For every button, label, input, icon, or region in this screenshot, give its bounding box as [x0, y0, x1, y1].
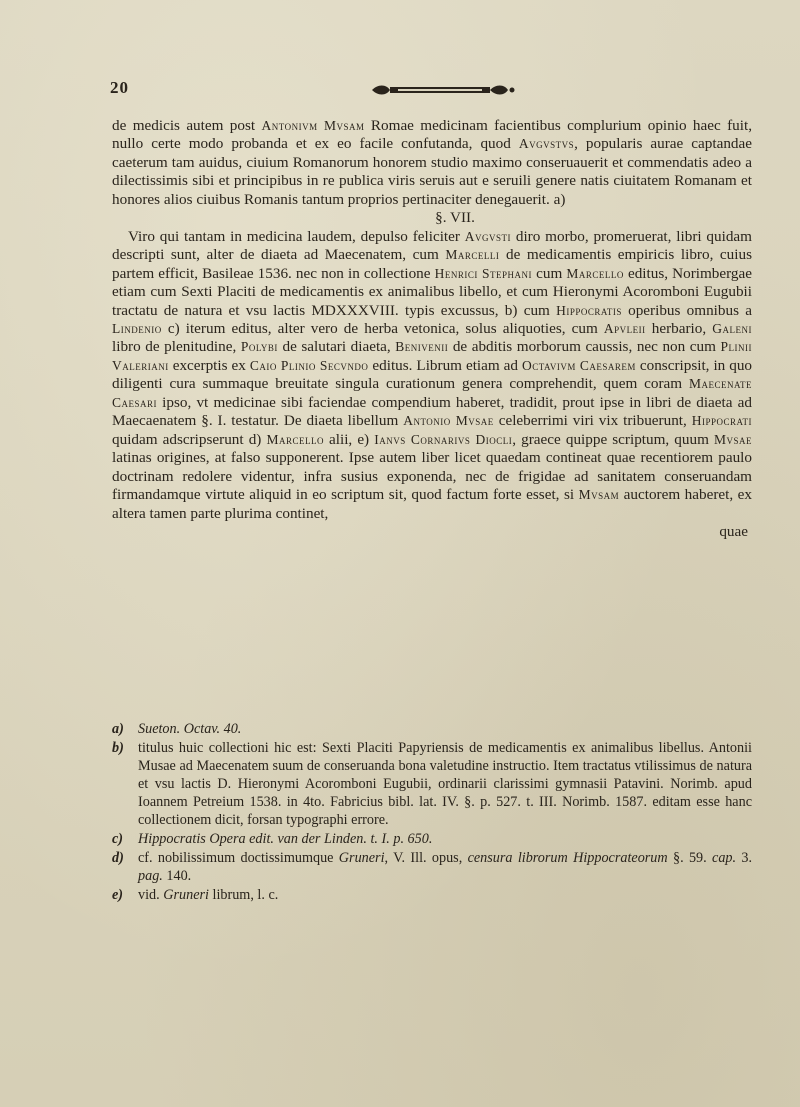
name-small-caps: Mvsam — [578, 487, 620, 503]
text-run: , graece quippe scriptum, quum — [512, 430, 714, 448]
footnote-text: cf. nobilissimum doctissimumque — [138, 850, 339, 866]
footnote-text: , V. Ill. opus, — [384, 850, 468, 866]
name-small-caps: Caio Plinio Secvndo — [249, 357, 369, 373]
name-small-caps: Hippocrati — [691, 413, 752, 429]
name-small-caps: Octavivm Caesarem — [521, 357, 636, 373]
text-run: de salutari diaeta, — [277, 338, 396, 356]
name-small-caps: Avgvsti — [464, 228, 512, 244]
footnote-marker: b) — [112, 740, 124, 756]
name-small-caps: Marcello — [266, 431, 324, 447]
text-run: Viro qui tantam in medicina laudem, depulso feliciter — [128, 227, 465, 245]
text-run: quidam adscripserunt d) — [112, 430, 267, 448]
text-run: conscripsit, in quo diligenti cura summaque breuitate singula curationum genera comprehendit, quem coram — [112, 356, 753, 393]
text-run: latinas origines, at falso supponerent. Ipse autem liber licet quaedam contineat quae recentiorem paulo doctrinam redolere videntur, infra susius exponenda, nec de frigidae ad sanitatem conseruandam firmandamque virtute aliquid in eo scriptum sit, quod factum forte esset, si — [112, 449, 752, 504]
footnote-text: vid. — [138, 887, 164, 903]
name-small-caps: Mvsae — [713, 431, 752, 447]
footnote-marker: d) — [112, 850, 124, 866]
catchword: quae — [719, 522, 748, 540]
footnote-marker: a) — [112, 721, 124, 737]
footnote-b — [112, 739, 752, 829]
name-small-caps: Lindenio — [112, 320, 162, 336]
section-heading: §. VII. — [435, 209, 475, 227]
footnote-c — [112, 830, 752, 848]
footnote-text: Sueton. Octav. 40. — [138, 721, 242, 737]
footnote-italic: cap. — [712, 850, 737, 866]
text-run: Romae medicinam facientibus complurium opinio haec fuit, nullo certe modo probanda et ex eo facile confutanda, quod — [112, 117, 753, 153]
name-small-caps: Marcelli — [445, 247, 500, 263]
text-run: editus, Norimbergae etiam cum Sexti Placiti de medicamentis ex animalibus libello, et cum Hieronymi Acoromboni Eugubii tractatu de natura et vsu lactis MDXXXVIII. typis excussus, b) cum — [112, 264, 752, 319]
name-small-caps: Henrici Stephani — [434, 265, 533, 281]
footnote-text: titulus huic collectioni hic est: Sexti Placiti Papyriensis de medicamentis ex animalibus libellus. Antonii Musae ad Maecenatem suum de conseruanda bona valetudine instructio. Item tractatus vtilissimus de natura et vsu lactis D. Hieronymi Acoromboni Eugubii, ordinarii clarissimi gymnasii Patavini. Norimb. apud Ioannem Petreium 1538. in 4to. Fabricius bibl. lat. IV. §. p. 527. t. III. Norimb. 1587. editam esse hanc collectionem dicit, forsan typographi errore. — [138, 740, 752, 828]
text-run: ipso, vt medicinae sibi faciendae compendium haberet, tradidit, prout ipse in libri de diaeta ad Maecaenatem §. I. testatur. De diaeta libellum — [112, 393, 752, 430]
footnote-marker: c) — [112, 831, 124, 847]
text-run: , popularis aurae captandae caeterum tam auidus, ciuium Romanorum honorem studio maximo conseruauerit et commendatis adeo a dilectissimis sibi et principibus in re publica viris seruis aut e seruili genere natis ciuitatem Romanam et honores alios ciuibus Romanis tantum proprios pertinaciter denegauerit. a) — [112, 135, 752, 208]
footnote-e — [112, 886, 752, 904]
text-run: alii, e) — [323, 430, 375, 448]
name-small-caps: Hippocratis — [556, 302, 622, 318]
header-ornament-icon — [368, 82, 518, 98]
footnote-text: librum, l. c. — [208, 887, 279, 903]
text-run: diro morbo, promeruerat, libri quidam descripti sunt, alter de diaeta ad Maecenatem, cum — [112, 227, 752, 264]
footnote-text: §. 59. — [667, 850, 713, 866]
text-run: de medicis autem post — [112, 117, 262, 134]
name-small-caps: Benivenii — [395, 339, 449, 355]
name-small-caps: Plinii Valeriani — [112, 339, 753, 373]
footnote-text: Hippocratis Opera edit. van der Linden. t. I. p. 650. — [138, 831, 433, 847]
page-number: 20 — [110, 78, 129, 97]
text-run: c) iterum editus, alter vero de herba vetonica, solus aliquoties, cum — [161, 319, 604, 337]
name-small-caps: Marcello — [566, 265, 624, 281]
footnote-italic: pag. — [138, 868, 163, 884]
footnote-a — [112, 720, 752, 738]
name-small-caps: Apvleii — [603, 320, 646, 336]
text-run: editus. Librum etiam ad — [368, 356, 522, 374]
name-small-caps: Antonivm Mvsam — [261, 118, 365, 133]
text-run: herbario, — [645, 319, 713, 337]
text-run: operibus omnibus a — [621, 301, 752, 319]
text-run: libro de plenitudine, — [112, 338, 241, 356]
footnote-italic: Gruneri — [338, 850, 385, 866]
footnote-d — [112, 849, 752, 885]
paragraph-2 — [112, 228, 752, 523]
footnote-text: 3. — [736, 850, 753, 866]
text-run: de abditis morborum caussis, nec non cum — [448, 338, 721, 356]
text-run: excerptis ex — [168, 356, 250, 374]
footnote-italic: censura librorum Hippocrateorum — [467, 850, 668, 866]
footnote-text: 140. — [162, 868, 192, 884]
page-header — [110, 78, 730, 104]
footnotes — [112, 720, 752, 905]
paragraph-1 — [112, 117, 752, 209]
text-run: de medicamentis empiricis libro, cuius partem efficit, Basileae 1536. nec non in collectione — [112, 246, 752, 282]
name-small-caps: Maecenate Caesari — [112, 376, 752, 410]
name-small-caps: Antonio Mvsae — [403, 413, 494, 429]
main-text — [112, 117, 752, 541]
name-small-caps: Avgvstvs — [518, 136, 575, 152]
text-run: celeberrimi viri vix tribuerunt, — [493, 412, 692, 430]
text-run: cum — [532, 264, 567, 282]
name-small-caps: Ianvs Cornarivs Diocli — [374, 431, 513, 447]
footnote-italic: Gruneri — [163, 887, 209, 903]
text-run: auctorem haberet, ex altera tamen parte plurima continet, — [112, 486, 752, 522]
name-small-caps: Polybi — [240, 339, 278, 355]
footnote-marker: e) — [112, 887, 124, 903]
name-small-caps: Galeni — [712, 320, 752, 336]
